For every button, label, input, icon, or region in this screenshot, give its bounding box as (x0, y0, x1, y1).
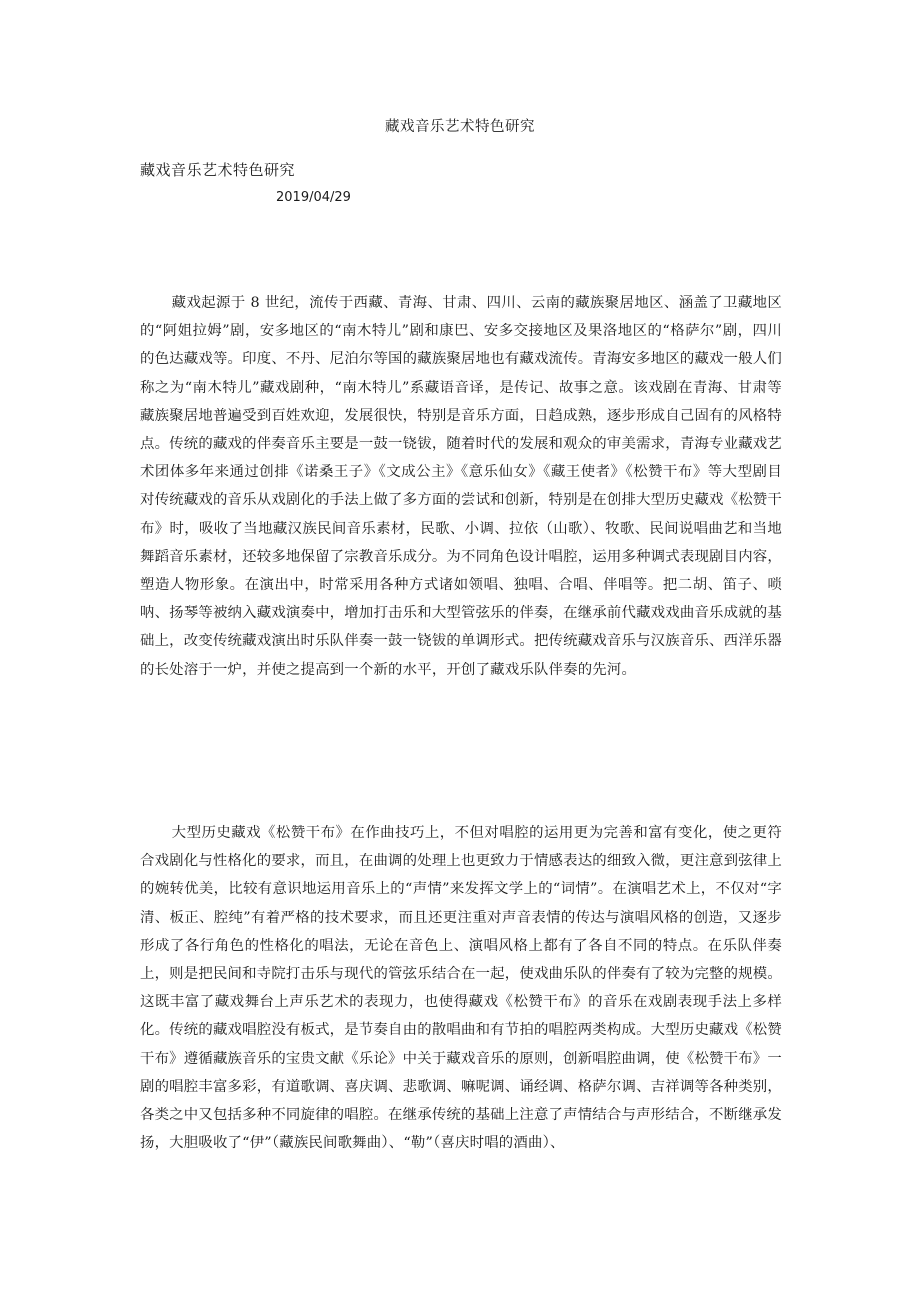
document-date: 2019/04/29 (276, 190, 351, 205)
document-subtitle: 藏戏音乐艺术特色研究 (140, 161, 296, 179)
body-paragraph-1: 藏戏起源于 8 世纪，流传于西藏、青海、甘肃、四川、云南的藏族聚居地区、涵盖了卫藏地区的“阿姐拉姆”剧，安多地区的“南木特儿”剧和康巴、安多交接地区及果洛地区的“格萨尔”剧，四川的色达藏戏等。印度、不丹、尼泊尔等国的藏族聚居地也有藏戏流传。青海安多地区的藏戏一般人们称之为“南木特儿”藏戏剧种，“南木特儿”系藏语音译，是传记、故事之意。该戏剧在青海、甘肃等藏族聚居地普遍受到百姓欢迎，发展很快，特别是音乐方面，日趋成熟，逐步形成自己固有的风格特点。传统的藏戏的伴奏音乐主要是一鼓一铙钹，随着时代的发展和观众的审美需求，青海专业藏戏艺术团体多年来通过创排《诺桑王子》《文成公主》《意乐仙女》《藏王使者》《松赞干布》等大型剧目对传统藏戏的音乐从戏剧化的手法上做了多方面的尝试和创新，特别是在创排大型历史藏戏《松赞干布》时，吸收了当地藏汉族民间音乐素材，民歌、小调、拉依（山歌）、牧歌、民间说唱曲艺和当地舞蹈音乐素材，还较多地保留了宗教音乐成分。为不同角色设计唱腔，运用多种调式表现剧目内容，塑造人物形象。在演出中，时常采用各种方式诸如领唱、独唱、合唱、伴唱等。把二胡、笛子、唢呐、扬琴等被纳入藏戏演奏中，增加打击乐和大型管弦乐的伴奏，在继承前代藏戏戏曲音乐成就的基础上，改变传统藏戏演出时乐队伴奏一鼓一铙钹的单调形式。把传统藏戏音乐与汉族音乐、西洋乐器的长处溶于一炉，并使之提高到一个新的水平，开创了藏戏乐队伴奏的先河。 (140, 295, 782, 678)
body-paragraph-2: 大型历史藏戏《松赞干布》在作曲技巧上，不但对唱腔的运用更为完善和富有变化，使之更符合戏剧化与性格化的要求，而且，在曲调的处理上也更致力于情感表达的细致入微，更注意到弦律上的婉转优美，比较有意识地运用音乐上的“声情”来发挥文学上的“词情”。在演唱艺术上，不仅对“字清、板正、腔纯”有着严格的技术要求，而且还更注重对声音表情的传达与演唱风格的创造，又逐步形成了各行角色的性格化的唱法，无论在音色上、演唱风格上都有了各自不同的特点。在乐队伴奏上，则是把民间和寺院打击乐与现代的管弦乐结合在一起，使戏曲乐队的伴奏有了较为完整的规模。这既丰富了藏戏舞台上声乐艺术的表现力，也使得藏戏《松赞干布》的音乐在戏剧表现手法上多样化。传统的藏戏唱腔没有板式，是节奏自由的散唱曲和有节拍的唱腔两类构成。大型历史藏戏《松赞干布》遵循藏族音乐的宝贵文献《乐论》中关于藏戏音乐的原则，创新唱腔曲调，使《松赞干布》一剧的唱腔丰富多彩，有道歌调、喜庆调、悲歌调、嘛呢调、诵经调、格萨尔调、吉祥调等各种类别，各类之中又包括多种不同旋律的唱腔。在继承传统的基础上注意了声情结合与声形结合，不断继承发扬，大胆吸收了“伊”（藏族民间歌舞曲）、“勒”（喜庆时唱的酒曲）、 (140, 825, 782, 1152)
document-title: 藏戏音乐艺术特色研究 (385, 119, 535, 135)
